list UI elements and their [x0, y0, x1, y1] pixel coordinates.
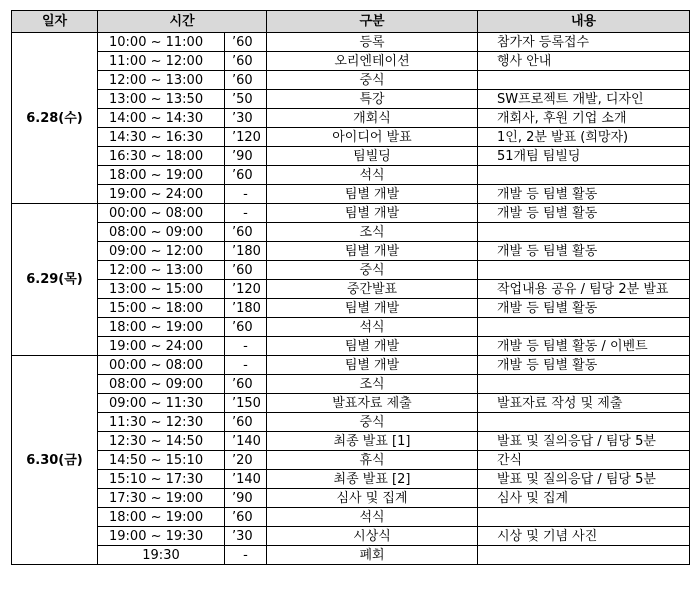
- table-row: [12, 147, 690, 166]
- time-cell: 09:00 ~ 12:00: [98, 242, 225, 261]
- time-cell: 08:00 ~ 09:00: [98, 375, 225, 394]
- content-cell: 개회사, 후원 기업 소개: [478, 109, 690, 128]
- time-cell: 16:30 ~ 18:00: [98, 147, 225, 166]
- table-row: [12, 337, 690, 356]
- category-cell: 중식: [267, 71, 478, 90]
- day-date-cell: 6.30(금): [12, 356, 98, 565]
- duration-cell: ’180: [225, 242, 267, 261]
- duration-cell: -: [225, 185, 267, 204]
- category-cell: 개회식: [267, 109, 478, 128]
- category-cell: 팀빌딩: [267, 147, 478, 166]
- content-cell: [478, 318, 690, 337]
- content-cell: 개발 등 팀별 활동: [478, 242, 690, 261]
- time-cell: 18:00 ~ 19:00: [98, 166, 225, 185]
- content-cell: 참가자 등록접수: [478, 33, 690, 52]
- time-cell: 19:00 ~ 24:00: [98, 185, 225, 204]
- header-row: [12, 11, 690, 33]
- time-cell: 14:00 ~ 14:30: [98, 109, 225, 128]
- table-row: [12, 356, 690, 375]
- table-row: [12, 204, 690, 223]
- content-cell: 심사 및 집계: [478, 489, 690, 508]
- time-cell: 13:00 ~ 15:00: [98, 280, 225, 299]
- content-cell: [478, 546, 690, 565]
- category-cell: 조식: [267, 375, 478, 394]
- category-cell: 팀별 개발: [267, 204, 478, 223]
- table-row: [12, 33, 690, 52]
- content-cell: 시상 및 기념 사진: [478, 527, 690, 546]
- time-cell: 13:00 ~ 13:50: [98, 90, 225, 109]
- duration-cell: ’60: [225, 33, 267, 52]
- category-cell: 중간발표: [267, 280, 478, 299]
- table-row: [12, 71, 690, 90]
- table-row: [12, 185, 690, 204]
- table-row: [12, 261, 690, 280]
- content-cell: 개발 등 팀별 활동: [478, 185, 690, 204]
- content-cell: [478, 375, 690, 394]
- content-cell: 발표 및 질의응답 / 팀당 5분: [478, 470, 690, 489]
- schedule-table: [11, 10, 690, 565]
- duration-cell: ’60: [225, 223, 267, 242]
- duration-cell: ’20: [225, 451, 267, 470]
- duration-cell: ’30: [225, 109, 267, 128]
- header-category: 구분: [267, 11, 478, 33]
- content-cell: 행사 안내: [478, 52, 690, 71]
- time-cell: 00:00 ~ 08:00: [98, 356, 225, 375]
- duration-cell: ’60: [225, 375, 267, 394]
- table-row: [12, 489, 690, 508]
- content-cell: SW프로젝트 개발, 디자인: [478, 90, 690, 109]
- time-cell: 18:00 ~ 19:00: [98, 508, 225, 527]
- category-cell: 특강: [267, 90, 478, 109]
- duration-cell: ’30: [225, 527, 267, 546]
- duration-cell: ’60: [225, 318, 267, 337]
- content-cell: 발표자료 작성 및 제출: [478, 394, 690, 413]
- duration-cell: ’60: [225, 508, 267, 527]
- time-cell: 08:00 ~ 09:00: [98, 223, 225, 242]
- duration-cell: -: [225, 356, 267, 375]
- table-row: [12, 546, 690, 565]
- content-cell: 51개팀 팀빌딩: [478, 147, 690, 166]
- duration-cell: ’140: [225, 432, 267, 451]
- category-cell: 시상식: [267, 527, 478, 546]
- day-date-cell: 6.28(수): [12, 33, 98, 204]
- time-cell: 09:00 ~ 11:30: [98, 394, 225, 413]
- time-cell: 11:00 ~ 12:00: [98, 52, 225, 71]
- duration-cell: -: [225, 546, 267, 565]
- time-cell: 17:30 ~ 19:00: [98, 489, 225, 508]
- table-row: [12, 318, 690, 337]
- content-cell: [478, 508, 690, 527]
- time-cell: 19:00 ~ 19:30: [98, 527, 225, 546]
- time-cell: 12:30 ~ 14:50: [98, 432, 225, 451]
- category-cell: 중식: [267, 261, 478, 280]
- table-row: [12, 432, 690, 451]
- table-row: [12, 394, 690, 413]
- header-content: 내용: [478, 11, 690, 33]
- duration-cell: ’120: [225, 128, 267, 147]
- content-cell: [478, 261, 690, 280]
- category-cell: 오리엔테이션: [267, 52, 478, 71]
- table-row: [12, 280, 690, 299]
- category-cell: 석식: [267, 508, 478, 527]
- category-cell: 최종 발표 [1]: [267, 432, 478, 451]
- table-row: [12, 470, 690, 489]
- category-cell: 최종 발표 [2]: [267, 470, 478, 489]
- schedule-body: [12, 33, 690, 565]
- duration-cell: -: [225, 337, 267, 356]
- duration-cell: ’90: [225, 489, 267, 508]
- category-cell: 팀별 개발: [267, 356, 478, 375]
- table-row: [12, 508, 690, 527]
- time-cell: 10:00 ~ 11:00: [98, 33, 225, 52]
- category-cell: 휴식: [267, 451, 478, 470]
- time-cell: 12:00 ~ 13:00: [98, 71, 225, 90]
- category-cell: 석식: [267, 318, 478, 337]
- duration-cell: ’60: [225, 166, 267, 185]
- header-time: 시간: [98, 11, 267, 33]
- time-cell: 00:00 ~ 08:00: [98, 204, 225, 223]
- content-cell: [478, 166, 690, 185]
- table-row: [12, 223, 690, 242]
- content-cell: 작업내용 공유 / 팀당 2분 발표: [478, 280, 690, 299]
- content-cell: 개발 등 팀별 활동: [478, 204, 690, 223]
- category-cell: 심사 및 집계: [267, 489, 478, 508]
- table-row: [12, 375, 690, 394]
- header-date: 일자: [12, 11, 98, 33]
- content-cell: [478, 223, 690, 242]
- time-cell: 15:10 ~ 17:30: [98, 470, 225, 489]
- duration-cell: ’60: [225, 52, 267, 71]
- category-cell: 팀별 개발: [267, 185, 478, 204]
- table-row: [12, 166, 690, 185]
- category-cell: 팀별 개발: [267, 242, 478, 261]
- duration-cell: ’90: [225, 147, 267, 166]
- category-cell: 폐회: [267, 546, 478, 565]
- table-row: [12, 299, 690, 318]
- content-cell: 간식: [478, 451, 690, 470]
- table-row: [12, 242, 690, 261]
- time-cell: 19:30: [98, 546, 225, 565]
- content-cell: 개발 등 팀별 활동 / 이벤트: [478, 337, 690, 356]
- duration-cell: -: [225, 204, 267, 223]
- duration-cell: ’60: [225, 413, 267, 432]
- time-cell: 12:00 ~ 13:00: [98, 261, 225, 280]
- content-cell: [478, 71, 690, 90]
- duration-cell: ’60: [225, 71, 267, 90]
- table-row: [12, 128, 690, 147]
- time-cell: 14:30 ~ 16:30: [98, 128, 225, 147]
- category-cell: 석식: [267, 166, 478, 185]
- category-cell: 아이디어 발표: [267, 128, 478, 147]
- table-row: [12, 52, 690, 71]
- content-cell: [478, 413, 690, 432]
- duration-cell: ’150: [225, 394, 267, 413]
- time-cell: 19:00 ~ 24:00: [98, 337, 225, 356]
- table-row: [12, 413, 690, 432]
- category-cell: 팀별 개발: [267, 337, 478, 356]
- content-cell: 1인, 2분 발표 (희망자): [478, 128, 690, 147]
- category-cell: 팀별 개발: [267, 299, 478, 318]
- duration-cell: ’140: [225, 470, 267, 489]
- category-cell: 등록: [267, 33, 478, 52]
- duration-cell: ’60: [225, 261, 267, 280]
- table-row: [12, 451, 690, 470]
- duration-cell: ’120: [225, 280, 267, 299]
- time-cell: 15:00 ~ 18:00: [98, 299, 225, 318]
- category-cell: 발표자료 제출: [267, 394, 478, 413]
- time-cell: 18:00 ~ 19:00: [98, 318, 225, 337]
- table-row: [12, 90, 690, 109]
- duration-cell: ’50: [225, 90, 267, 109]
- category-cell: 중식: [267, 413, 478, 432]
- content-cell: 개발 등 팀별 활동: [478, 299, 690, 318]
- time-cell: 11:30 ~ 12:30: [98, 413, 225, 432]
- day-date-cell: 6.29(목): [12, 204, 98, 356]
- table-row: [12, 527, 690, 546]
- content-cell: 개발 등 팀별 활동: [478, 356, 690, 375]
- duration-cell: ’180: [225, 299, 267, 318]
- category-cell: 조식: [267, 223, 478, 242]
- table-row: [12, 109, 690, 128]
- time-cell: 14:50 ~ 15:10: [98, 451, 225, 470]
- content-cell: 발표 및 질의응답 / 팀당 5분: [478, 432, 690, 451]
